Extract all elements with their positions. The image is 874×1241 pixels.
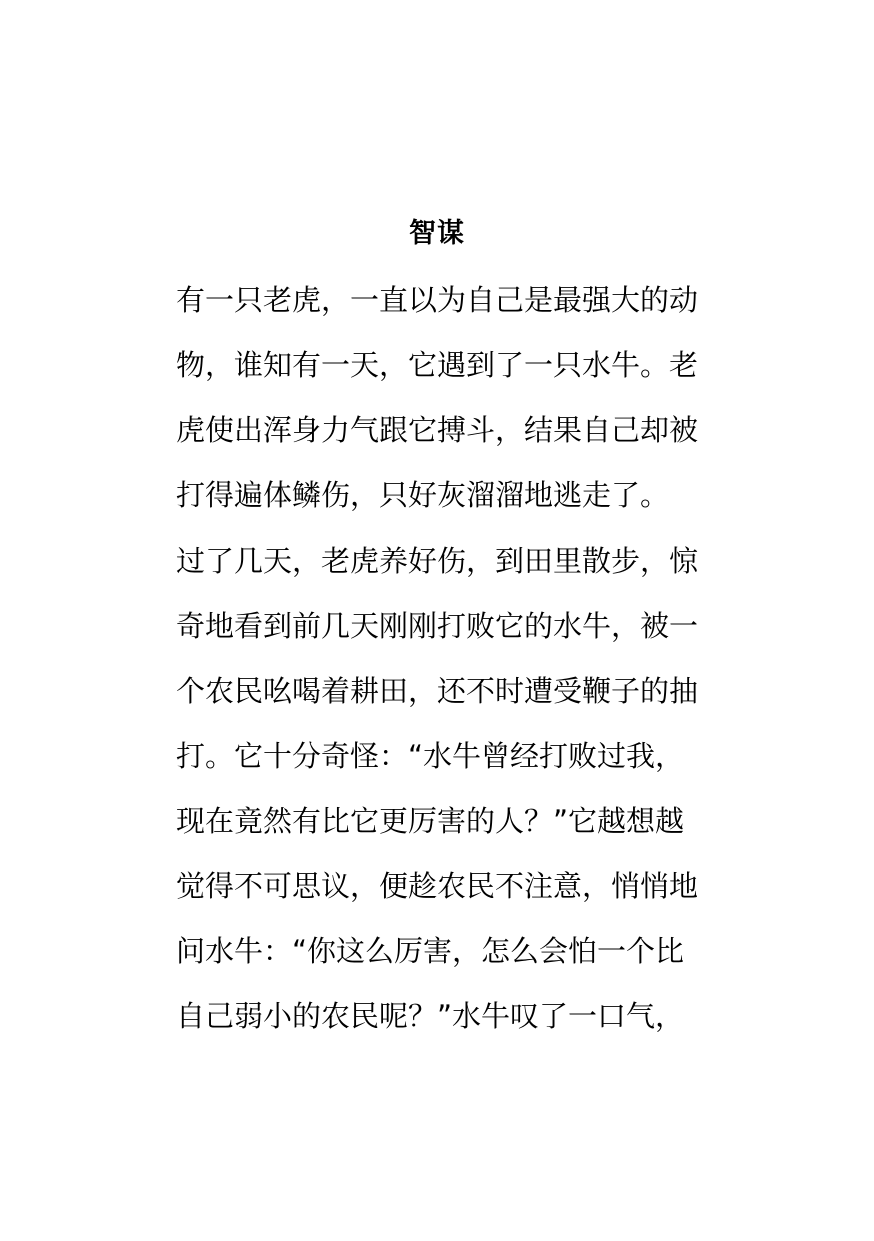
document-title: 智谋: [409, 218, 465, 249]
text-line-11: 问水牛：“你这么厉害，怎么会怕一个比: [176, 934, 685, 968]
text-line-9: 现在竟然有比它更厉害的人？”它越想越: [176, 804, 685, 838]
text-line-7: 个农民吆喝着耕田，还不时遭受鞭子的抽: [176, 674, 699, 708]
text-line-6: 奇地看到前几天刚刚打败它的水牛，被一: [176, 609, 699, 643]
text-line-1: 有一只老虎，一直以为自己是最强大的动: [176, 283, 699, 317]
text-line-3: 虎使出浑身力气跟它搏斗，结果自己却被: [176, 413, 699, 447]
text-line-2: 物，谁知有一天，它遇到了一只水牛。老: [176, 348, 699, 382]
text-line-4: 打得遍体鳞伤，只好灰溜溜地逃走了。: [176, 478, 670, 512]
text-line-12: 自己弱小的农民呢？”水牛叹了一口气，: [176, 999, 685, 1033]
text-line-8: 打。它十分奇怪：“水牛曾经打败过我，: [176, 739, 685, 773]
text-line-5: 过了几天，老虎养好伤，到田里散步，惊: [176, 544, 699, 578]
text-line-10: 觉得不可思议，便趁农民不注意，悄悄地: [176, 869, 699, 903]
